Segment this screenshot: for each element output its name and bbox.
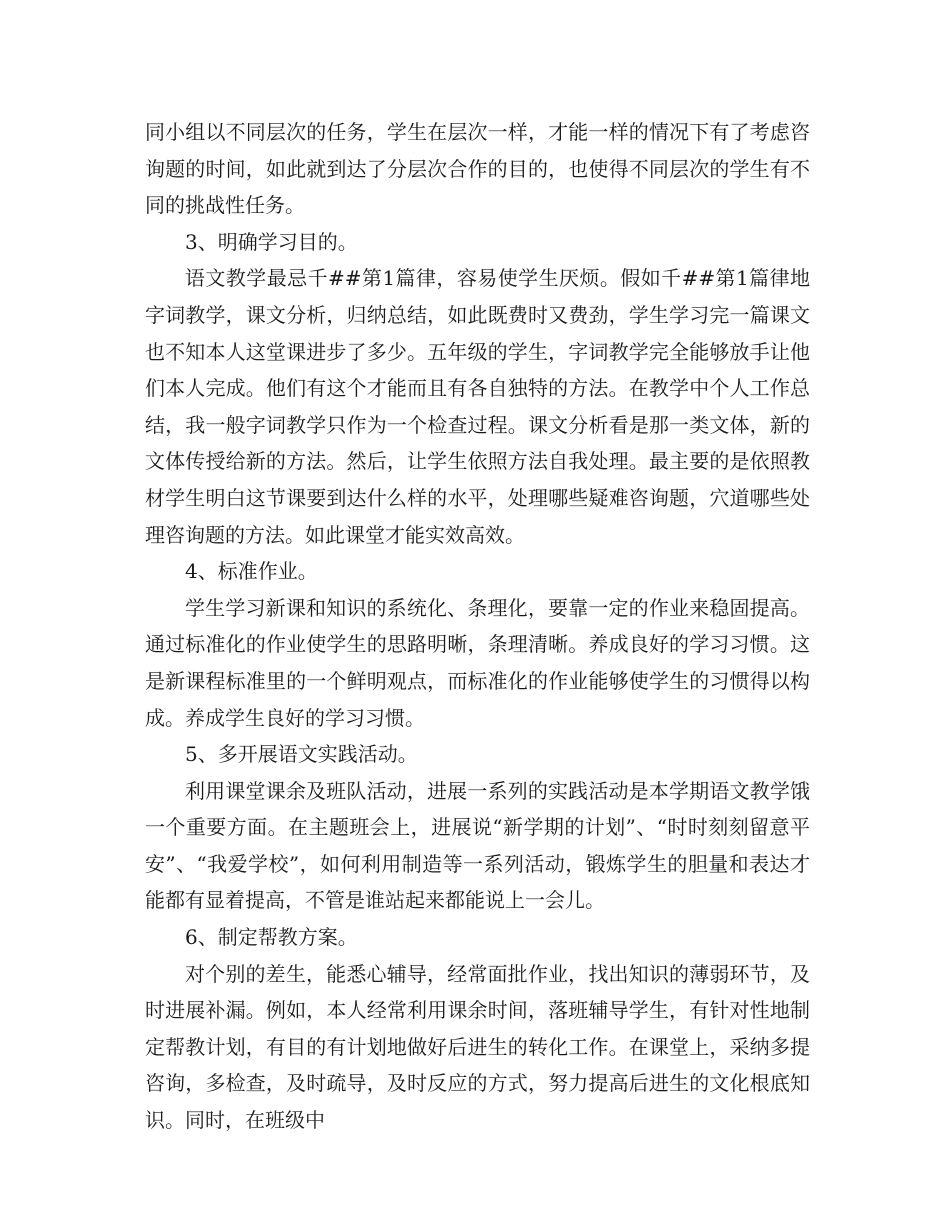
paragraph-continuation: 同小组以不同层次的任务，学生在层次一样，才能一样的情况下有了考虑咨询题的时间，如此就到达了分层次合作的目的，也使得不同层次的学生有不同的挑战性任务。	[145, 120, 810, 218]
heading-4-standard-homework: 4、标准作业。	[185, 559, 318, 584]
heading-6-tutoring-plan: 6、制定帮教方案。	[185, 925, 358, 950]
heading-5-practice-activities: 5、多开展语文实践活动。	[185, 742, 418, 767]
paragraph-learning-goals: 语文教学最忌千##第1篇律，容易使学生厌烦。假如千##第1篇律地字词教学，课文分析，归纳总结，如此既费时又费劲，学生学习完一篇课文也不知本人这堂课进步了多少。五年级的学生，字词教学完全能够放手让他们本人完成。他们有这个才能而且有各自独特的方法。在教学中个人工作总结，我一般字词教学只作为一个检查过程。课文分析看是那一类文体，新的文体传授给新的方法。然后，让学生依照方法自我处理。最主要的是依照教材学生明白这节课要到达什么样的水平，处理哪些疑难咨询题，穴道哪些处理咨询题的方法。如此课堂才能实效高效。	[145, 266, 810, 547]
paragraph-tutoring-plan: 对个别的差生，能悉心辅导，经常面批作业，找出知识的薄弱环节，及时进展补漏。例如，本人经常利用课余时间，落班辅导学生，有针对性地制定帮教计划，有目的有计划地做好后进生的转化工作。在课堂上，采纳多提咨询，多检查，及时疏导，及时反应的方式，努力提高后进生的文化根底知识。同时，在班级中	[145, 961, 810, 1133]
heading-3-clarify-learning-goals: 3、明确学习目的。	[185, 229, 358, 254]
paragraph-practice-activities: 利用课堂课余及班队活动，进展一系列的实践活动是本学期语文教学饿一个重要方面。在主题班会上，进展说“新学期的计划”、“时时刻刻留意平安”、“我爱学校”，如何利用制造等一系列活动，锻炼学生的胆量和表达才能都有显着提高，不管是谁站起来都能说上一会儿。	[145, 778, 810, 913]
paragraph-standard-homework: 学生学习新课和知识的系统化、条理化，要靠一定的作业来稳固提高。通过标准化的作业使学生的思路明晰，条理清晰。养成良好的学习习惯。这是新课程标准里的一个鲜明观点，而标准化的作业能够使学生的习惯得以构成。养成学生良好的学习习惯。	[145, 595, 810, 730]
document-body	[145, 114, 810, 1139]
